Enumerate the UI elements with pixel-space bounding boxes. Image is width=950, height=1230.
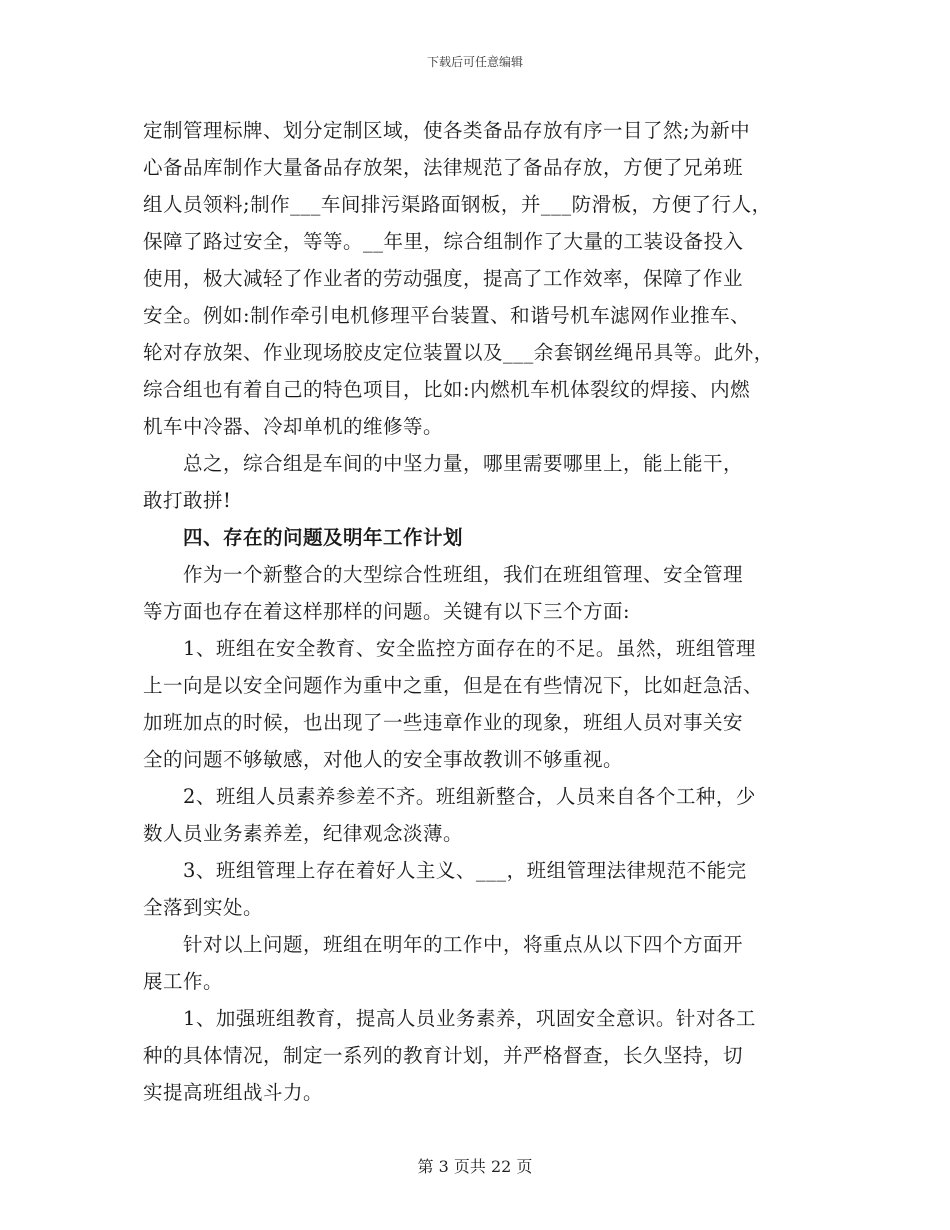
text-line: 实提高班组战斗力。: [143, 1081, 324, 1104]
text-line: 展工作。: [143, 970, 224, 993]
text-line: 全的问题不够敏感，对他人的安全事故教训不够重视。: [143, 748, 624, 771]
text-line: 3、班组管理上存在着好人主义、___，班组管理法律规范不能完: [143, 859, 747, 882]
text-line: 1、加强班组教育，提高人员业务素养，巩固安全意识。针对各工: [143, 1007, 756, 1030]
section-heading: 四、存在的问题及明年工作计划: [143, 526, 464, 549]
text-line: 针对以上问题，班组在明年的工作中，将重点从以下四个方面开: [143, 933, 744, 956]
text-line: 保障了路过安全，等等。__年里，综合组制作了大量的工装设备投入: [143, 230, 744, 253]
text-line: 加班加点的时候，也出现了一些违章作业的现象，班组人员对事关安: [143, 711, 744, 734]
text-line: 上一向是以安全问题作为重中之重，但是在有些情况下，比如赶急活、: [143, 674, 764, 697]
text-line: 使用，极大减轻了作业者的劳动强度，提高了工作效率，保障了作业: [143, 267, 744, 290]
text-line: 定制管理标牌、划分定制区域，使各类备品存放有序一目了然;为新中: [143, 119, 751, 142]
text-line: 心备品库制作大量备品存放架，法律规范了备品存放，方便了兄弟班: [143, 156, 744, 179]
text-line: 组人员领料;制作___车间排污渠路面钢板，并___防滑板，方便了行人，: [143, 193, 772, 216]
text-line: 全落到实处。: [143, 896, 264, 919]
text-line: 作为一个新整合的大型综合性班组，我们在班组管理、安全管理: [143, 563, 744, 586]
text-line: 等方面也存在着这样那样的问题。关键有以下三个方面:: [143, 600, 631, 623]
text-line: 安全。例如:制作牵引电机修理平台装置、和谐号机车滤网作业推车、: [143, 304, 751, 327]
text-line: 种的具体情况，制定一系列的教育计划，并严格督查，长久坚持，切: [143, 1044, 744, 1067]
text-line: 1、班组在安全教育、安全监控方面存在的不足。虽然，班组管理: [143, 637, 756, 660]
page-footer: 第 3 页共 22 页: [417, 1157, 533, 1176]
text-line: 敢打敢拼!: [143, 489, 232, 512]
text-line: 数人员业务素养差，纪律观念淡薄。: [143, 822, 464, 845]
text-line: 轮对存放架、作业现场胶皮定位装置以及___余套钢丝绳吊具等。此外，: [143, 341, 774, 364]
text-line: 总之，综合组是车间的中坚力量，哪里需要哪里上，能上能干，: [143, 452, 744, 475]
page-header: 下载后可任意编辑: [426, 55, 523, 69]
document-body: [143, 112, 815, 1111]
text-line: 2、班组人员素养参差不齐。班组新整合，人员来自各个工种，少: [143, 785, 756, 808]
text-line: 机车中冷器、冷却单机的维修等。: [143, 415, 444, 438]
text-line: 综合组也有着自己的特色项目，比如:内燃机车机体裂纹的焊接、内燃: [143, 378, 751, 401]
